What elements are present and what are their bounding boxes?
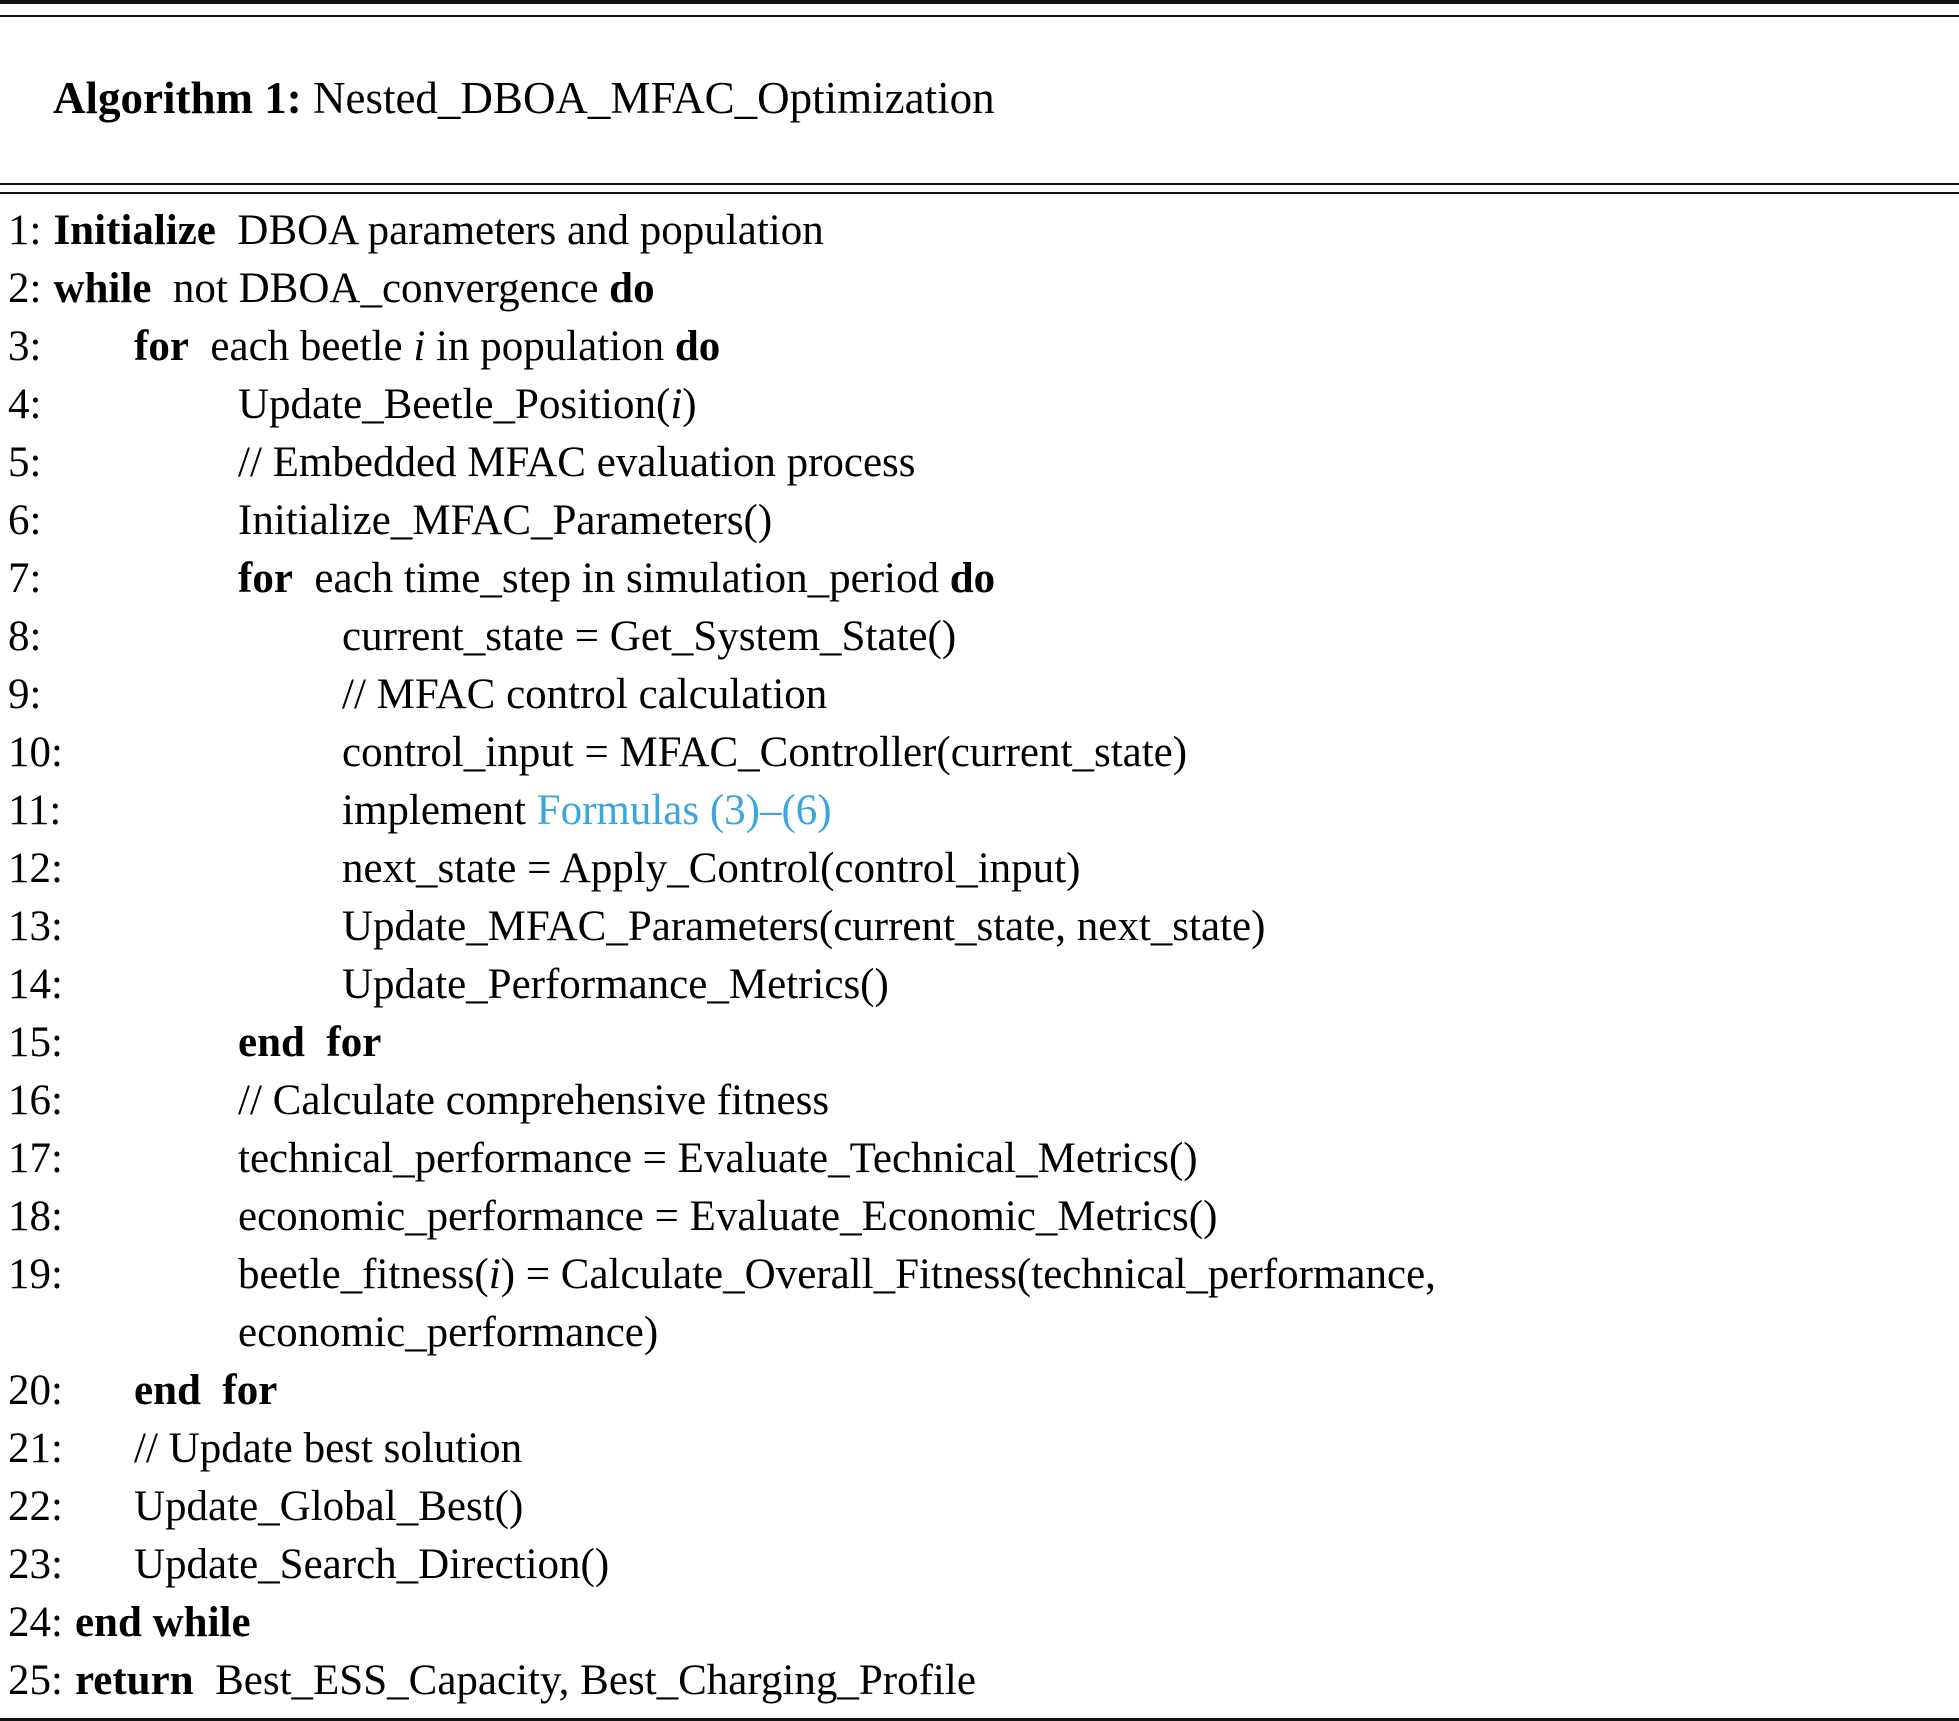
line-content — [70, 550, 995, 608]
text-segment: each beetle — [188, 323, 414, 370]
text-segment: economic_performance) — [238, 1309, 659, 1356]
line-number: 1: — [8, 207, 42, 254]
line-content — [70, 434, 916, 492]
text-segment: each time_step in simulation_period — [292, 555, 950, 602]
line-number: 12: — [8, 845, 63, 892]
text-segment: next_state = Apply_Control(control_input) — [342, 845, 1081, 892]
algo-line-1 — [8, 202, 1951, 260]
line-content — [70, 956, 889, 1014]
algo-line-14 — [8, 956, 1951, 1014]
text-segment: technical_performance = Evaluate_Technical_Metrics() — [238, 1135, 1198, 1182]
line-number: 24: — [8, 1599, 63, 1646]
algo-line-21 — [8, 1420, 1951, 1478]
line-content — [70, 1130, 1198, 1188]
text-segment: do — [674, 323, 721, 370]
line-content — [70, 898, 1265, 956]
line-number: 19: — [8, 1251, 63, 1298]
line-content — [75, 1652, 976, 1710]
text-segment: Update_MFAC_Parameters(current_state, next_state) — [342, 903, 1266, 950]
line-number: 8: — [8, 613, 42, 660]
text-segment: end while — [74, 1599, 251, 1646]
line-number: 3: — [8, 323, 42, 370]
algo-line-2 — [8, 260, 1951, 318]
text-segment: end for — [238, 1019, 382, 1066]
line-number: 4: — [8, 381, 42, 428]
line-number: 16: — [8, 1077, 63, 1124]
line-content — [70, 376, 697, 434]
text-segment: Update_Search_Direction() — [134, 1541, 610, 1588]
text-segment: current_state = Get_System_State() — [342, 613, 957, 660]
algo-line-18 — [8, 1188, 1951, 1246]
line-content — [70, 782, 832, 840]
line-content — [70, 1420, 522, 1478]
text-segment: do — [609, 265, 655, 312]
text-segment: for — [238, 555, 293, 602]
line-number: 20: — [8, 1367, 63, 1414]
line-number: 15: — [8, 1019, 63, 1066]
line-content — [53, 260, 654, 318]
algo-line-11 — [8, 782, 1951, 840]
text-segment: return — [74, 1657, 194, 1704]
line-content — [70, 1072, 829, 1130]
text-segment: // Embedded MFAC evaluation process — [238, 439, 916, 486]
text-segment: Update_Global_Best() — [134, 1483, 524, 1530]
line-number: 21: — [8, 1425, 63, 1472]
text-segment: // Calculate comprehensive fitness — [238, 1077, 830, 1124]
text-segment: for — [134, 323, 189, 370]
line-number: 2: — [8, 265, 42, 312]
algorithm-number-label: Algorithm 1: — [53, 73, 302, 123]
algo-line-9 — [8, 666, 1951, 724]
algo-line-23 — [8, 1536, 1951, 1594]
line-content — [70, 1188, 1217, 1246]
line-content — [70, 1536, 609, 1594]
text-segment: Initialize — [53, 207, 216, 254]
line-content — [70, 608, 956, 666]
algorithm-title: Nested_DBOA_MFAC_Optimization — [301, 73, 995, 123]
line-content — [70, 318, 720, 376]
algo-line-22 — [8, 1478, 1951, 1536]
line-number: 13: — [8, 903, 63, 950]
text-segment: Initialize_MFAC_Parameters() — [238, 497, 773, 544]
algo-line-19 — [8, 1246, 1951, 1304]
algo-line-10 — [8, 724, 1951, 782]
line-number: 22: — [8, 1483, 63, 1530]
text-segment: // Update best solution — [134, 1425, 523, 1472]
text-segment: // MFAC control calculation — [342, 671, 828, 718]
line-content — [75, 1594, 251, 1652]
line-content — [70, 666, 827, 724]
line-content — [70, 1014, 381, 1072]
line-number: 14: — [8, 961, 63, 1008]
text-segment: do — [949, 555, 996, 602]
line-number: 5: — [8, 439, 42, 486]
text-segment: ) = Calculate_Overall_Fitness(technical_performance, — [500, 1251, 1436, 1298]
algorithm-header — [0, 17, 1959, 183]
text-segment: Update_Performance_Metrics() — [342, 961, 889, 1008]
text-segment: in population — [425, 323, 675, 370]
algo-line-3 — [8, 318, 1951, 376]
text-segment: control_input = MFAC_Controller(current_state) — [342, 729, 1188, 776]
algo-line-continuation — [8, 1304, 1951, 1362]
algo-line-20 — [8, 1362, 1951, 1420]
algo-line-13 — [8, 898, 1951, 956]
algo-line-5 — [8, 434, 1951, 492]
line-content — [70, 492, 772, 550]
formula-reference-link[interactable]: Formulas (3)–(6) — [536, 787, 832, 834]
algo-line-24 — [8, 1594, 1951, 1652]
line-number: 18: — [8, 1193, 63, 1240]
algo-line-12 — [8, 840, 1951, 898]
line-number: 25: — [8, 1657, 63, 1704]
line-number: 6: — [8, 497, 42, 544]
line-number: 23: — [8, 1541, 63, 1588]
algo-line-7 — [8, 550, 1951, 608]
text-segment: not DBOA_convergence — [151, 265, 610, 312]
text-segment: end for — [134, 1367, 278, 1414]
algo-line-8 — [8, 608, 1951, 666]
text-segment: economic_performance = Evaluate_Economic_Metrics() — [238, 1193, 1218, 1240]
algo-line-25 — [8, 1652, 1951, 1710]
algo-line-6 — [8, 492, 1951, 550]
algorithm-body — [0, 194, 1959, 1716]
header-rule — [0, 183, 1959, 194]
line-number: 11: — [8, 787, 62, 834]
algo-line-17 — [8, 1130, 1951, 1188]
text-segment: while — [53, 265, 152, 312]
algo-line-16 — [8, 1072, 1951, 1130]
text-segment: i — [488, 1251, 501, 1298]
line-content — [70, 1362, 277, 1420]
algo-line-4 — [8, 376, 1951, 434]
line-content — [70, 1304, 658, 1362]
line-content — [70, 1246, 1436, 1304]
algo-line-15 — [8, 1014, 1951, 1072]
line-content — [70, 724, 1187, 782]
top-rule — [0, 0, 1959, 17]
line-content — [53, 202, 823, 260]
line-content — [70, 1478, 523, 1536]
text-segment: Best_ESS_Capacity, Best_Charging_Profile — [193, 1657, 976, 1704]
text-segment: beetle_fitness( — [238, 1251, 489, 1298]
text-segment: ) — [682, 381, 697, 428]
text-segment: DBOA parameters and population — [215, 207, 824, 254]
text-segment: implement — [342, 787, 537, 834]
line-content — [70, 840, 1080, 898]
line-number: 9: — [8, 671, 42, 718]
text-segment: i — [670, 381, 683, 428]
text-segment: Update_Beetle_Position( — [238, 381, 671, 428]
line-number: 17: — [8, 1135, 63, 1182]
line-number: 10: — [8, 729, 63, 776]
text-segment: i — [413, 323, 426, 370]
line-number: 7: — [8, 555, 42, 602]
